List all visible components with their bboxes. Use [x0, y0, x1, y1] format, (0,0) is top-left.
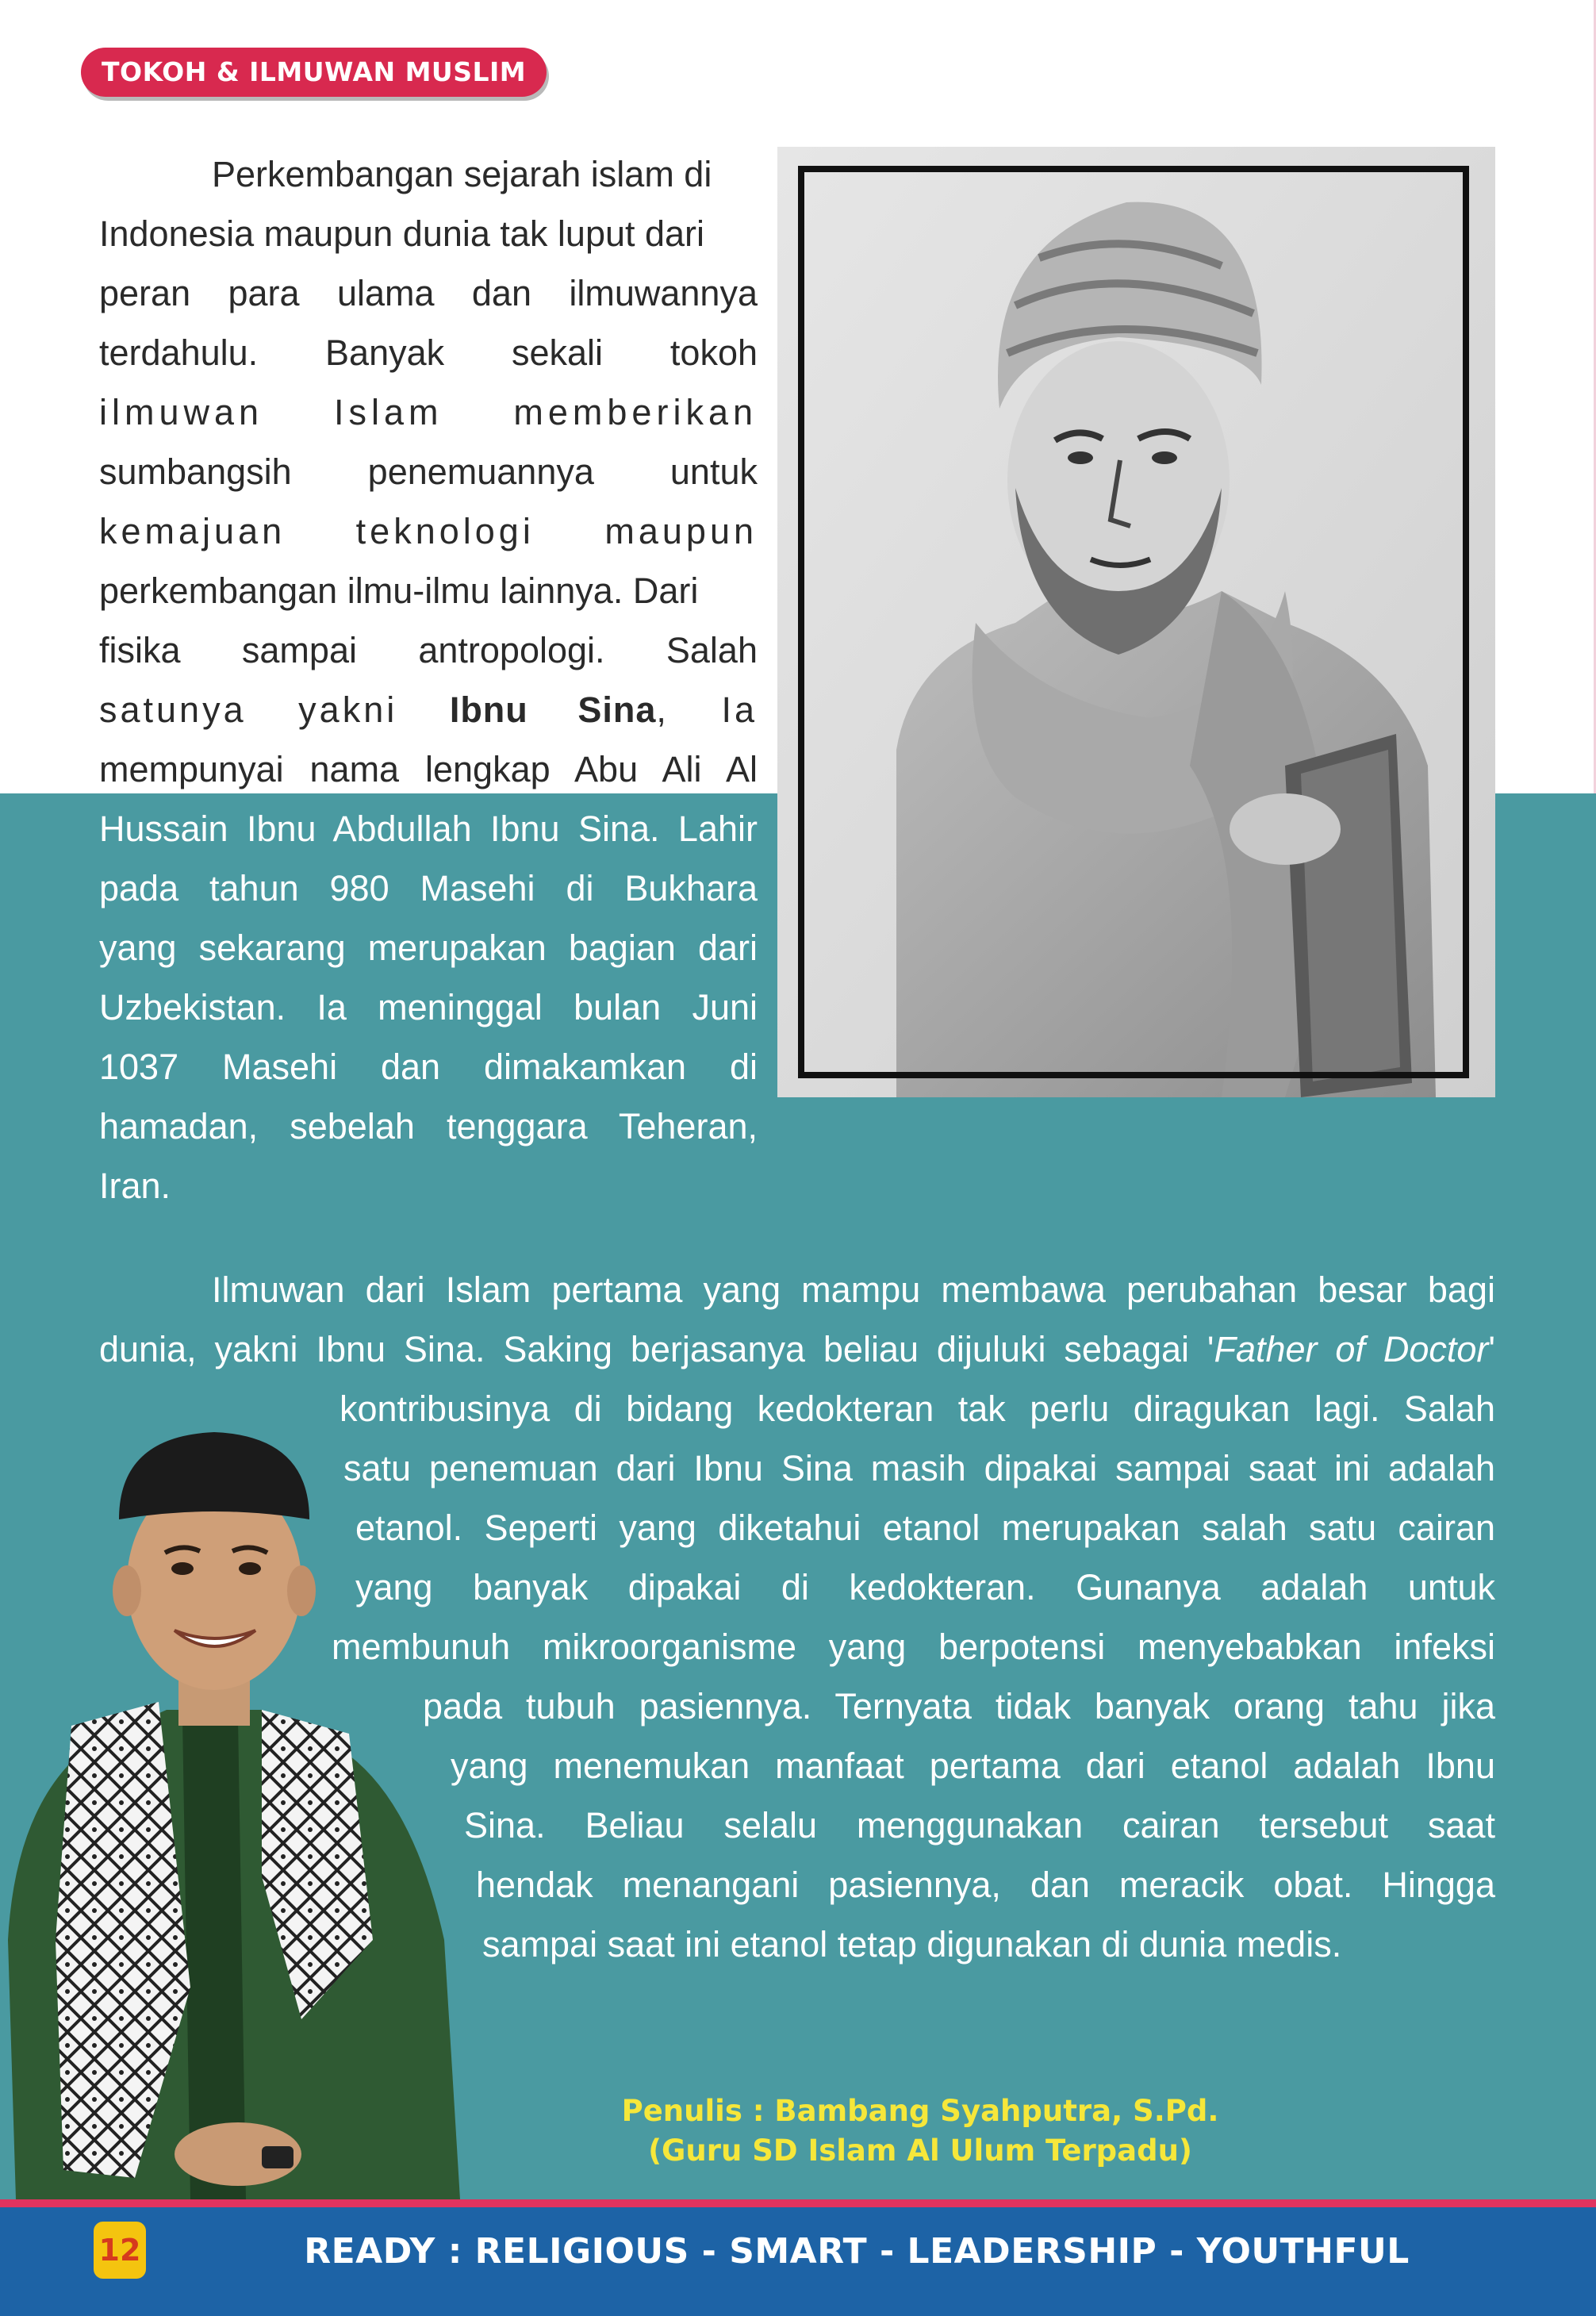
text-line: sampai saat ini etanol tetap digunakan di dunia medis. [482, 1924, 1342, 1965]
portrait-sketch-icon [777, 147, 1495, 1097]
text-line: peran para ulama dan ilmuwannya [99, 273, 758, 313]
article-paragraph-1 [99, 144, 758, 1216]
writer-name: Penulis : Bambang Syahputra, S.Pd. [621, 2094, 1219, 2128]
text-line: hamadan, sebelah tenggara Teheran, [99, 1106, 758, 1146]
section-label: TOKOH & ILMUWAN MUSLIM [81, 48, 547, 97]
author-photo [0, 1385, 476, 2199]
text-line: hendak menangani pasiennya, dan meracik obat. Hingga [476, 1865, 1495, 1905]
ibnu-sina-portrait [777, 147, 1495, 1097]
text-line: etanol. Seperti yang diketahui etanol merupakan salah satu cairan [355, 1508, 1495, 1548]
text-line: yang sekarang merupakan bagian dari [99, 928, 758, 968]
text-line: Iran. [99, 1166, 171, 1206]
text-line: fisika sampai antropologi. Salah [99, 630, 758, 670]
text-line: Hussain Ibnu Abdullah Ibnu Sina. Lahir [99, 808, 758, 849]
text-line: Ilmuwan dari Islam pertama yang mampu membawa perubahan besar bagi [212, 1269, 1495, 1310]
text-line: kemajuan teknologi maupun [99, 511, 758, 551]
ibnu-sina-name: Ibnu Sina [449, 689, 657, 730]
text-line: satunya yakni Ibnu Sina, Ia [99, 689, 758, 730]
text-line: Uzbekistan. Ia meninggal bulan Juni [99, 987, 758, 1027]
page-number: 12 [94, 2222, 146, 2279]
text-line: yang banyak dipakai di kedokteran. Gunanya adalah untuk [355, 1567, 1495, 1607]
text-line: perkembangan ilmu-ilmu lainnya. Dari [99, 570, 699, 611]
text-line: satu penemuan dari Ibnu Sina masih dipakai sampai saat ini adalah [343, 1448, 1495, 1488]
father-of-doctor-title: Father of Doctor [1214, 1329, 1489, 1369]
writer-credit [603, 2091, 1237, 2171]
text-line: terdahulu. Banyak sekali tokoh [99, 332, 758, 373]
text-line: Sina. Beliau selalu menggunakan cairan tersebut saat [464, 1805, 1495, 1846]
text-line: 1037 Masehi dan dimakamkan di [99, 1047, 758, 1087]
text-line: ilmuwan Islam memberikan [99, 392, 758, 432]
text-line: pada tubuh pasiennya. Ternyata tidak banyak orang tahu jika [423, 1686, 1495, 1726]
text-line: kontribusinya di bidang kedokteran tak perlu diragukan lagi. Salah [340, 1388, 1495, 1429]
footer-accent-line [0, 2199, 1596, 2207]
text-line: pada tahun 980 Masehi di Bukhara [99, 868, 758, 908]
text-line: membunuh mikroorganisme yang berpotensi menyebabkan infeksi [332, 1627, 1495, 1667]
text-line: yang menemukan manfaat pertama dari etanol adalah Ibnu [451, 1746, 1495, 1786]
text-line: Indonesia maupun dunia tak luput dari [99, 213, 705, 254]
text-line: dunia, yakni Ibnu Sina. Saking berjasanya beliau dijuluki sebagai 'Father of Doctor' [99, 1329, 1495, 1369]
writer-affiliation: (Guru SD Islam Al Ulum Terpadu) [648, 2134, 1192, 2168]
text-line: mempunyai nama lengkap Abu Ali Al [99, 749, 758, 789]
author-photo-icon [0, 1385, 476, 2199]
text-line: Perkembangan sejarah islam di [212, 154, 712, 194]
text-line: sumbangsih penemuannya untuk [99, 451, 758, 492]
footer-motto: READY : RELIGIOUS - SMART - LEADERSHIP - YOUTHFUL [304, 2231, 1410, 2272]
